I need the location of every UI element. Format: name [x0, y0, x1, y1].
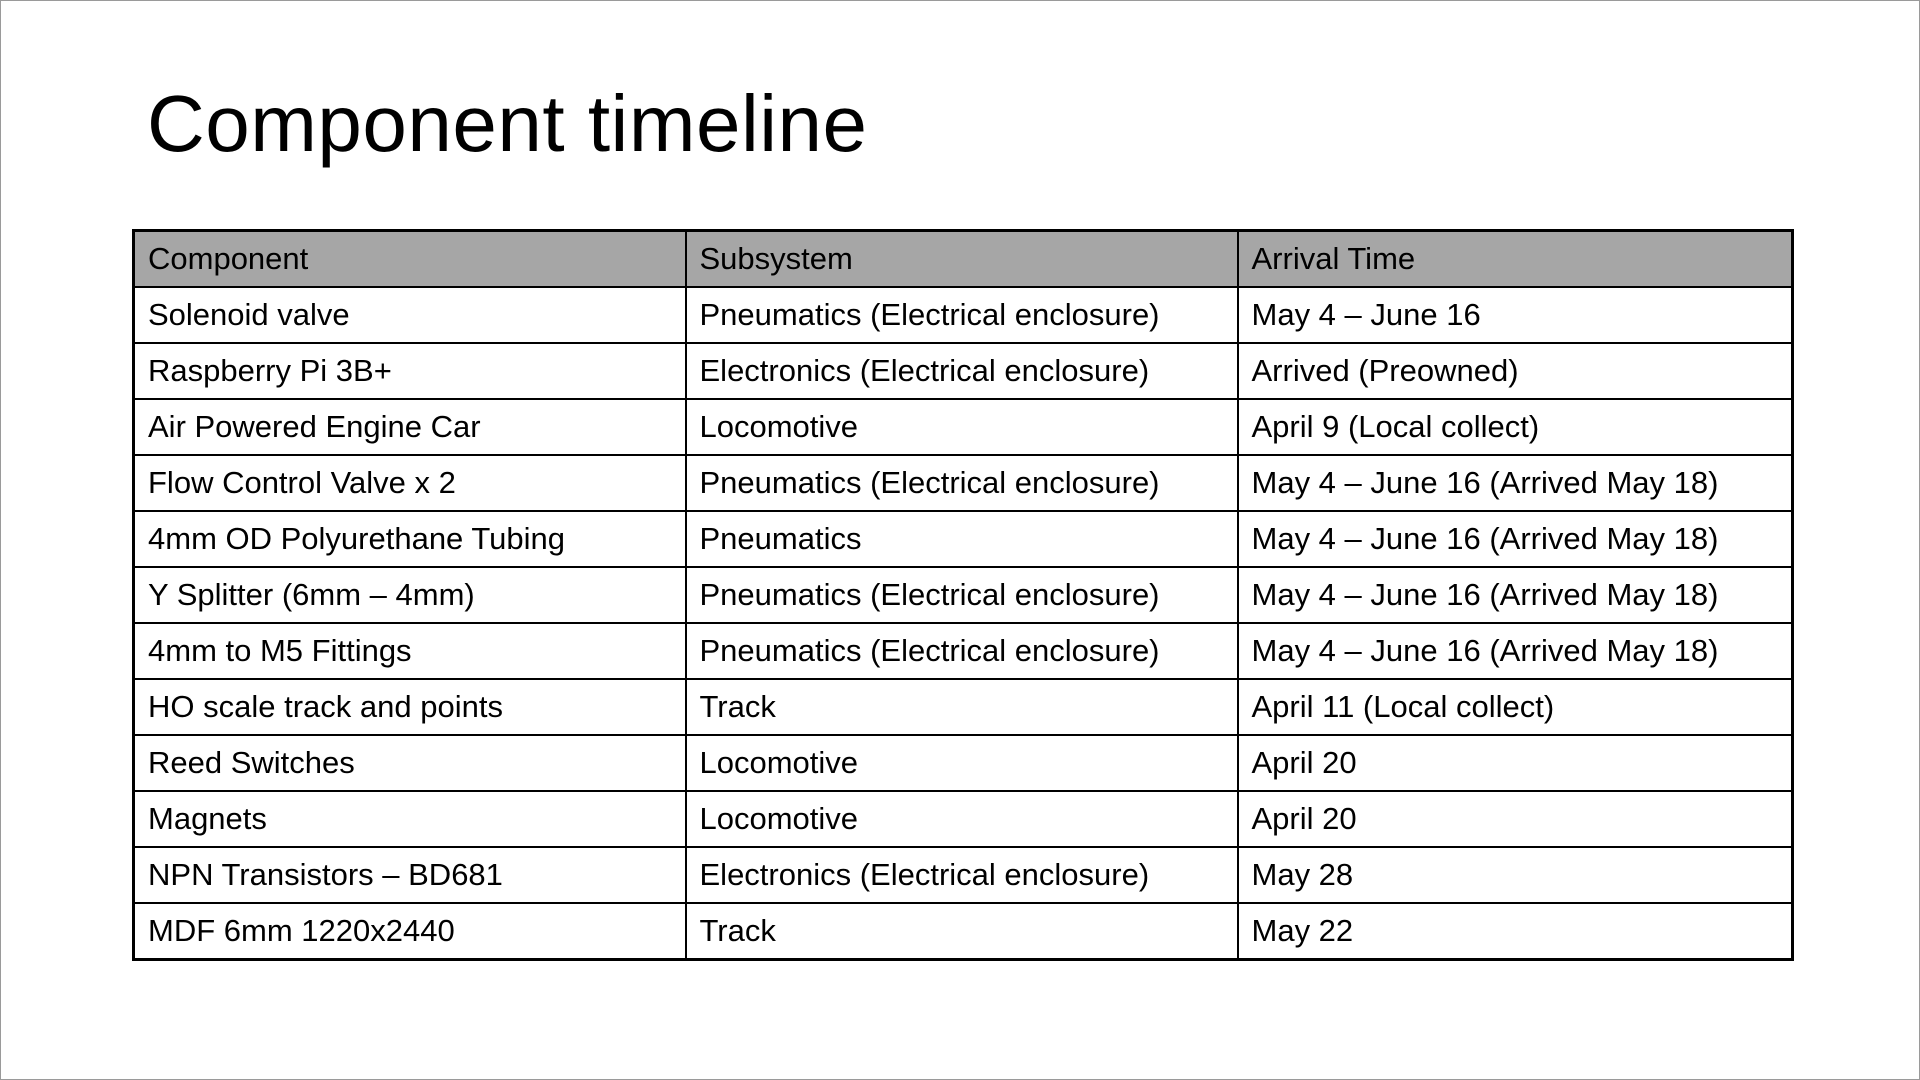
cell-subsystem: Locomotive	[686, 791, 1238, 847]
cell-subsystem: Locomotive	[686, 735, 1238, 791]
cell-arrival-time: May 22	[1238, 903, 1793, 960]
table-header-row	[134, 231, 1793, 288]
cell-subsystem: Track	[686, 903, 1238, 960]
cell-component: HO scale track and points	[134, 679, 686, 735]
cell-arrival-time: May 4 – June 16 (Arrived May 18)	[1238, 455, 1793, 511]
table-row	[134, 903, 1793, 960]
cell-component: Flow Control Valve x 2	[134, 455, 686, 511]
cell-arrival-time: May 4 – June 16	[1238, 287, 1793, 343]
cell-subsystem: Electronics (Electrical enclosure)	[686, 343, 1238, 399]
cell-subsystem: Electronics (Electrical enclosure)	[686, 847, 1238, 903]
cell-component: Solenoid valve	[134, 287, 686, 343]
cell-arrival-time: May 28	[1238, 847, 1793, 903]
cell-component: Y Splitter (6mm – 4mm)	[134, 567, 686, 623]
component-timeline-table	[132, 229, 1794, 961]
cell-component: NPN Transistors – BD681	[134, 847, 686, 903]
table-row	[134, 455, 1793, 511]
cell-subsystem: Locomotive	[686, 399, 1238, 455]
header-subsystem: Subsystem	[686, 231, 1238, 288]
table-row	[134, 623, 1793, 679]
cell-arrival-time: Arrived (Preowned)	[1238, 343, 1793, 399]
table-row	[134, 679, 1793, 735]
cell-subsystem: Pneumatics (Electrical enclosure)	[686, 567, 1238, 623]
table-row	[134, 567, 1793, 623]
cell-subsystem: Pneumatics (Electrical enclosure)	[686, 455, 1238, 511]
cell-subsystem: Pneumatics (Electrical enclosure)	[686, 623, 1238, 679]
cell-component: Raspberry Pi 3B+	[134, 343, 686, 399]
cell-arrival-time: April 20	[1238, 791, 1793, 847]
cell-component: Reed Switches	[134, 735, 686, 791]
cell-subsystem: Pneumatics (Electrical enclosure)	[686, 287, 1238, 343]
slide-title: Component timeline	[147, 79, 868, 168]
cell-component: Magnets	[134, 791, 686, 847]
cell-component: 4mm to M5 Fittings	[134, 623, 686, 679]
table-row	[134, 343, 1793, 399]
header-component: Component	[134, 231, 686, 288]
table-row	[134, 847, 1793, 903]
cell-arrival-time: April 11 (Local collect)	[1238, 679, 1793, 735]
cell-component: Air Powered Engine Car	[134, 399, 686, 455]
table-row	[134, 399, 1793, 455]
cell-arrival-time: April 9 (Local collect)	[1238, 399, 1793, 455]
cell-component: 4mm OD Polyurethane Tubing	[134, 511, 686, 567]
cell-arrival-time: May 4 – June 16 (Arrived May 18)	[1238, 511, 1793, 567]
table-row	[134, 511, 1793, 567]
cell-subsystem: Track	[686, 679, 1238, 735]
cell-subsystem: Pneumatics	[686, 511, 1238, 567]
cell-arrival-time: April 20	[1238, 735, 1793, 791]
table-row	[134, 791, 1793, 847]
table-row	[134, 735, 1793, 791]
cell-arrival-time: May 4 – June 16 (Arrived May 18)	[1238, 567, 1793, 623]
header-arrival-time: Arrival Time	[1238, 231, 1793, 288]
cell-arrival-time: May 4 – June 16 (Arrived May 18)	[1238, 623, 1793, 679]
cell-component: MDF 6mm 1220x2440	[134, 903, 686, 960]
table-row	[134, 287, 1793, 343]
